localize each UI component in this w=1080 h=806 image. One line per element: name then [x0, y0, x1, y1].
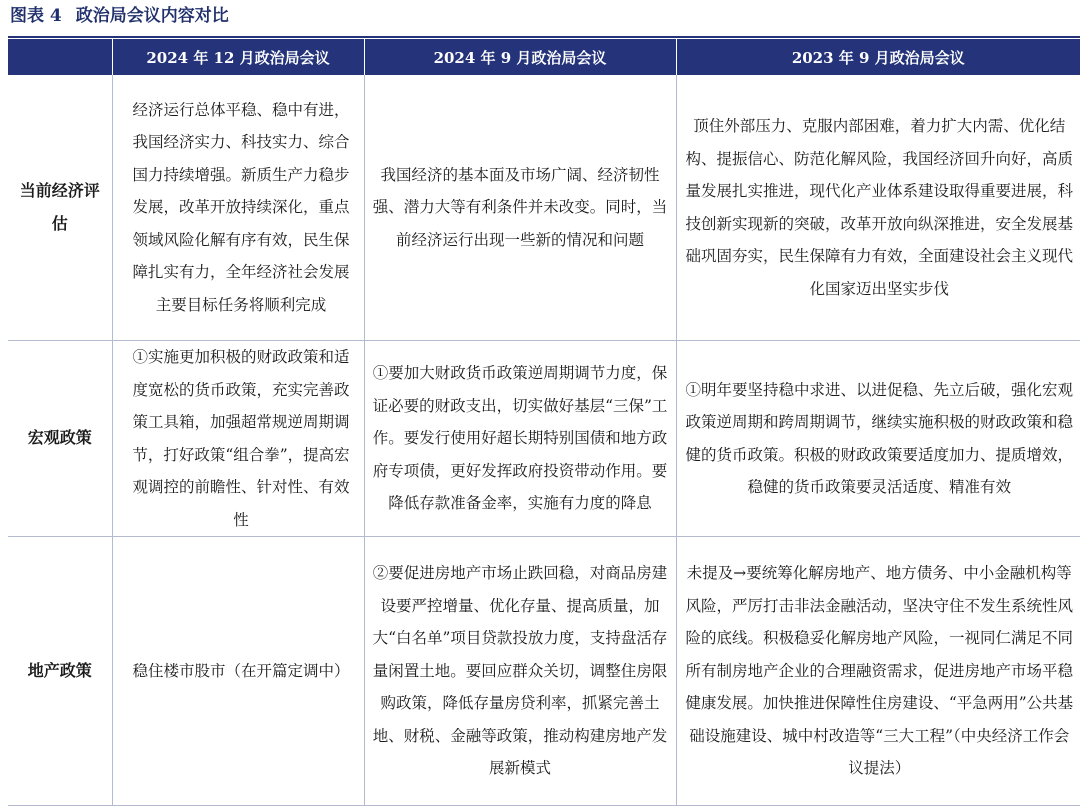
- header-cell-2024-dec: 2024 年 12 月政治局会议: [112, 39, 364, 75]
- header-cell-blank: [8, 39, 112, 75]
- figure-number: 图表 4: [10, 6, 62, 26]
- table-row: [8, 341, 1080, 537]
- row-label-economic-assessment: 当前经济评估: [8, 75, 112, 341]
- table-cell: 稳住楼市股市（在开篇定调中）: [112, 537, 364, 806]
- figure-caption: [10, 4, 229, 28]
- table-cell: ①实施更加积极的财政政策和适度宽松的货币政策，充实完善政策工具箱，加强超常规逆周期调节，打好政策“组合拳”，提高宏观调控的前瞻性、针对性、有效性: [112, 341, 364, 537]
- table-row: [8, 75, 1080, 341]
- table-row: [8, 537, 1080, 806]
- caption-divider: [8, 36, 1080, 38]
- table-cell: ②要促进房地产市场止跌回稳，对商品房建设要严控增量、优化存量、提高质量，加大“白名单”项目贷款投放力度，支持盘活存量闲置土地。要回应群众关切，调整住房限购政策，降低存量房贷利率，抓紧完善土地、财税、金融等政策，推动构建房地产发展新模式: [364, 537, 676, 806]
- row-label-real-estate-policy: 地产政策: [8, 537, 112, 806]
- table-cell: 未提及→要统筹化解房地产、地方债务、中小金融机构等风险，严厉打击非法金融活动，坚决守住不发生系统性风险的底线。积极稳妥化解房地产风险，一视同仁满足不同所有制房地产企业的合理融资需求，促进房地产市场平稳健康发展。加快推进保障性住房建设、“平急两用”公共基础设施建设、城中村改造等“三大工程”（中央经济工作会议提法）: [676, 537, 1080, 806]
- table-cell: ①明年要坚持稳中求进、以进促稳、先立后破，强化宏观政策逆周期和跨周期调节，继续实施积极的财政政策和稳健的货币政策。积极的财政政策要适度加力、提质增效，稳健的货币政策要灵活适度、精准有效: [676, 341, 1080, 537]
- header-cell-2023-sep: 2023 年 9 月政治局会议: [676, 39, 1080, 75]
- row-label-macro-policy: 宏观政策: [8, 341, 112, 537]
- comparison-table: [8, 39, 1080, 806]
- table-cell: 经济运行总体平稳、稳中有进，我国经济实力、科技实力、综合国力持续增强。新质生产力稳步发展，改革开放持续深化，重点领域风险化解有序有效，民生保障扎实有力，全年经济社会发展主要目标任务将顺利完成: [112, 75, 364, 341]
- table-header-row: [8, 39, 1080, 75]
- table-cell: 顶住外部压力、克服内部困难，着力扩大内需、优化结构、提振信心、防范化解风险，我国经济回升向好，高质量发展扎实推进，现代化产业体系建设取得重要进展，科技创新实现新的突破，改革开放向纵深推进，安全发展基础巩固夯实，民生保障有力有效，全面建设社会主义现代化国家迈出坚实步伐: [676, 75, 1080, 341]
- figure-title: 政治局会议内容对比: [75, 6, 229, 26]
- header-cell-2024-sep: 2024 年 9 月政治局会议: [364, 39, 676, 75]
- table-cell: 我国经济的基本面及市场广阔、经济韧性强、潜力大等有利条件并未改变。同时，当前经济运行出现一些新的情况和问题: [364, 75, 676, 341]
- table-cell: ①要加大财政货币政策逆周期调节力度，保证必要的财政支出，切实做好基层“三保”工作。要发行使用好超长期特别国债和地方政府专项债，更好发挥政府投资带动作用。要降低存款准备金率，实施有力度的降息: [364, 341, 676, 537]
